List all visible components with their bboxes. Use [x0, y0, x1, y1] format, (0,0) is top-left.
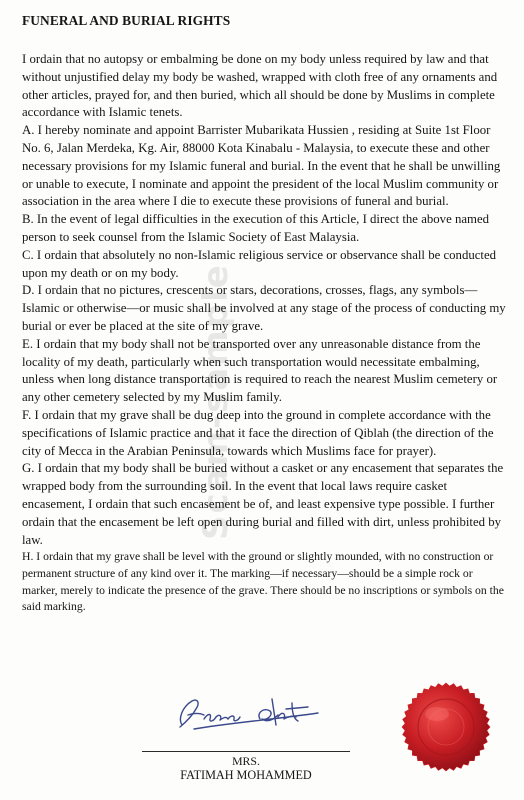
clause-e: E. I ordain that my body shall not be transported over any unreasonable distance from the locality of my death, particularly when such transportation would necessitate embalming, unless when long distance transportation is required to reach the nearest Muslim cemetery or any other cemetery selected by my Muslim family.: [22, 336, 498, 405]
document-body: [22, 51, 508, 616]
clause-b: B. In the event of legal difficulties in the execution of this Article, I direct the above named person to seek counsel from the Islamic Society of East Malaysia.: [22, 212, 490, 244]
signer-title: MRS.: [232, 754, 260, 768]
watermark: Scam-sample: [196, 263, 236, 540]
document-title: FUNERAL AND BURIAL RIGHTS: [22, 13, 231, 28]
clause-f: F. I ordain that my grave shall be dug deep into the ground in complete accordance with the specifications of Islamic practice and that it face the direction of Qiblah (the direction of the city of Mecca in the Arabian Peninsula, towards which Muslims face for prayer).: [22, 407, 494, 458]
handwritten-signature-icon: [168, 689, 328, 737]
signature-line: [142, 751, 350, 752]
clause-c: C. I ordain that absolutely no non-Islamic religious service or observance shall be conducted upon my death or on my body.: [22, 247, 497, 280]
clause-d: D. I ordain that no pictures, crescents or stars, decorations, crosses, flags, any symbols—Islamic or otherwise—or music shall be involved at any stage of the process of conducting my burial or ever be placed at the site of my grave.: [22, 283, 506, 333]
signer-name: FATIMAH MOHAMMED: [180, 768, 312, 782]
wax-seal-icon: [399, 680, 493, 774]
clause-a: A. I hereby nominate and appoint Barrister Mubarikata Hussien , residing at Suite 1st Floor No. 6, Jalan Merdeka, Kg. Air, 88000 Kota Kinabalu - Malaysia, to execute these and other necessary provisions for my Islamic funeral and burial. In the event that he shall be unwilling or unable to execute, I nominate and appoint the president of the local Muslim community or association in the area where I die to execute these provisions of funeral and burial.: [22, 123, 501, 209]
clause-g: G. I ordain that my body shall be buried without a casket or any encasement that separates the wrapped body from the surrounding soil. In the event that local laws require casket encasement, I ordain that such encasement be of, and least expensive type possible. I further ordain that the encasement be left open during burial and filled with dirt, unless prohibited by law.: [22, 461, 504, 547]
intro-paragraph: I ordain that no autopsy or embalming be done on my body unless required by law and that without unjustified delay my body be washed, wrapped with cloth free of any ornaments and other articles, prayed for, and then buried, which all should be done by Muslims in complete accordance with Islamic tenets.: [22, 52, 498, 120]
clause-h: H. I ordain that my grave shall be level with the ground or slightly mounded, with no construction or permanent structure of any kind over it. The marking—if necessary—should be a simple rock or marker, merely to indicate the presence of the grave. There should be no inscriptions or symbols on the said marking.: [22, 550, 504, 614]
